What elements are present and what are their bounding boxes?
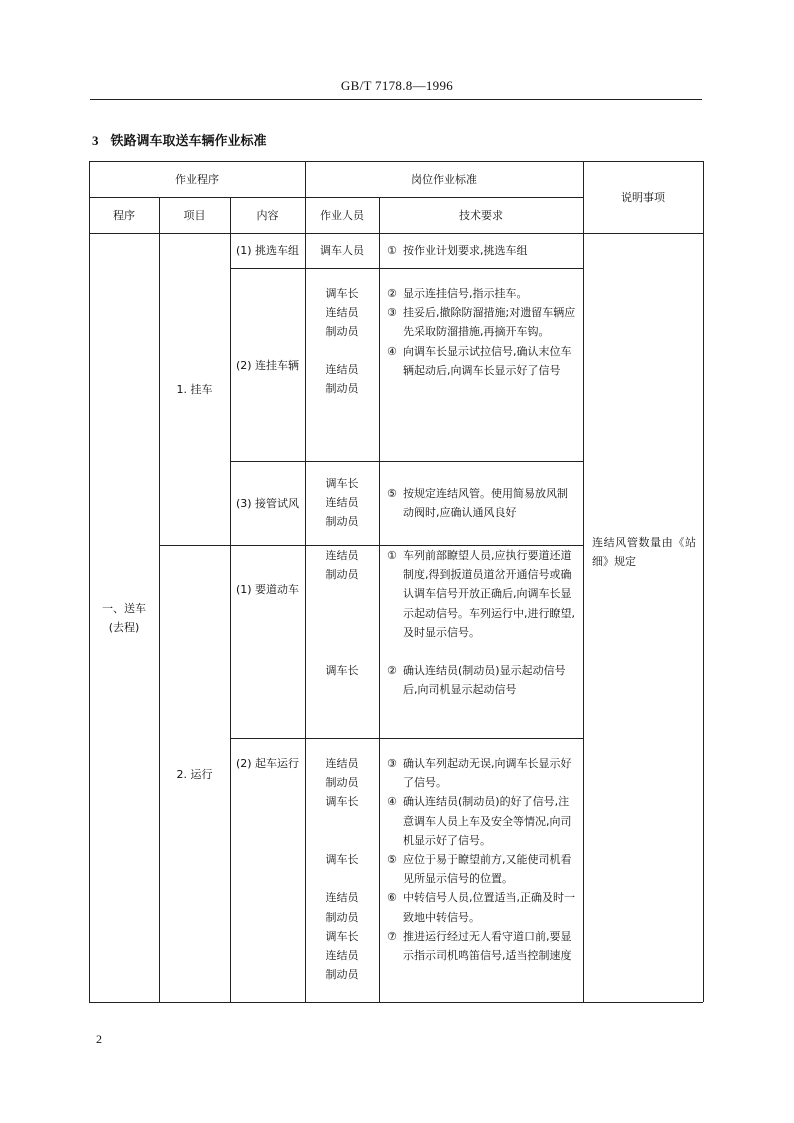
- r4-requirements-a: [387, 546, 577, 642]
- header-rule: [90, 99, 702, 100]
- header-procedure: 作业程序: [175, 173, 219, 186]
- requirement-item: [387, 484, 577, 522]
- standard-number: GB/T 7178.8—1996: [340, 78, 454, 93]
- table-bottom-border: [89, 1002, 703, 1003]
- table-top-border: [89, 161, 703, 162]
- page-number: 2: [96, 1032, 102, 1046]
- step-text: 车列前部瞭望人员,应执行要道还道制度,得到扳道员道岔开通信号或确认调车信号开放正确后,向调车长显示起动信号。车列运行中,进行瞭望,及时显示信号。: [403, 549, 575, 639]
- requirement-item: [387, 284, 577, 303]
- person: 制动员: [325, 325, 359, 339]
- person: 连结员: [325, 306, 359, 320]
- person: 制动员: [325, 515, 359, 529]
- person: 连结员: [325, 757, 359, 770]
- notes-air-hose: 连结风管数量由《站细》规定: [592, 536, 696, 568]
- col-line-tech: [583, 161, 584, 1002]
- step-text: 中转信号人员,位置适当,正确及时一致地中转信号。: [403, 891, 575, 924]
- requirement-item: [387, 754, 577, 792]
- row-divider-2: [230, 461, 583, 462]
- person-spacer: [305, 812, 379, 831]
- step-text: 应位于易于瞭望前方,又能使司机看见所显示信号的位置。: [403, 853, 572, 886]
- person: 连结员: [325, 891, 359, 905]
- col-line-personnel: [379, 197, 380, 1002]
- person: 制动员: [325, 776, 359, 790]
- step-text: 推进运行经过无人看守道口前,要显示指示司机鸣笛信号,适当控制速度: [403, 929, 572, 963]
- header-bottom-border: [89, 233, 703, 234]
- person: 制动员: [325, 910, 359, 924]
- table-left-border: [89, 161, 90, 1002]
- table-right-border: [703, 161, 704, 1002]
- step-text: 确认连结员(制动员)显示起动信号后,向司机显示起动信号: [403, 664, 566, 697]
- r1-requirements: [387, 241, 577, 260]
- header-notes: 说明事项: [621, 191, 665, 204]
- header-item: 项目: [183, 209, 206, 222]
- step-text: 挂妥后,撤除防溜措施;对遗留车辆应先采取防溜措施,再摘开车钩。: [403, 306, 576, 339]
- header-program: 程序: [113, 209, 135, 222]
- step-mark: ①: [387, 244, 397, 257]
- content-request-route: (1) 要道动车: [235, 583, 300, 596]
- content-select-group: (1) 挑选车组: [235, 244, 300, 257]
- r3-personnel: [305, 474, 379, 532]
- r4-personnel-b: [305, 661, 379, 680]
- person: 连结员: [325, 549, 359, 562]
- r2-personnel-b: [305, 360, 379, 398]
- program-line-1: 一、送车: [102, 602, 146, 615]
- person: 制动员: [325, 968, 359, 982]
- content-couple-cars: (2) 连挂车辆: [235, 359, 300, 372]
- r4-personnel-a: [305, 546, 379, 584]
- r2-personnel-a: [305, 284, 379, 342]
- step-text: 向调车长显示试拉信号,确认末位车辆起动后,向调车长显示好了信号: [403, 344, 572, 377]
- person: 调车长: [325, 664, 359, 677]
- step-mark: ⑤: [387, 487, 397, 500]
- person: 调车长: [325, 477, 359, 490]
- section-title: [92, 130, 267, 149]
- person: 连结员: [325, 948, 359, 962]
- r2-requirements: [387, 284, 577, 380]
- person: 制动员: [325, 568, 359, 582]
- r5-requirements: [387, 754, 577, 965]
- header-tech: 技术要求: [459, 209, 503, 222]
- r3-requirements: [387, 484, 577, 522]
- requirement-item: [387, 303, 577, 341]
- item-run: 2. 运行: [176, 768, 213, 781]
- step-text: 按作业计划要求,挑选车组: [403, 244, 528, 257]
- header-content: 内容: [256, 209, 279, 222]
- step-mark: ②: [387, 287, 397, 300]
- person: 调车人员: [320, 244, 364, 257]
- step-mark: ⑦: [387, 929, 397, 943]
- content-start-run: (2) 起车运行: [235, 757, 300, 770]
- person: 调车长: [325, 929, 359, 943]
- step-mark: ③: [387, 306, 397, 320]
- person: 调车长: [325, 795, 359, 809]
- requirement-item: [387, 888, 577, 926]
- person: 连结员: [325, 363, 359, 376]
- step-mark: ①: [387, 549, 397, 562]
- header-divider: [89, 197, 583, 198]
- step-mark: ⑥: [387, 891, 397, 905]
- step-mark: ③: [387, 757, 397, 770]
- program-label: [89, 599, 159, 637]
- r1-personnel: [305, 241, 379, 260]
- person: 调车长: [325, 852, 359, 866]
- program-line-2: (去程): [108, 621, 140, 634]
- person: 调车长: [325, 287, 359, 300]
- section-title-text: 铁路调车取送车辆作业标准: [110, 134, 267, 149]
- requirement-item: [387, 927, 577, 965]
- step-text: 按规定连结风管。使用简易放风制动阀时,应确认通风良好: [403, 487, 568, 520]
- col-line-program: [159, 197, 160, 1002]
- row-divider-4: [230, 738, 583, 739]
- col-line-item: [230, 197, 231, 1002]
- r5-personnel: [305, 754, 379, 984]
- requirement-item: [387, 241, 577, 260]
- requirement-item: [387, 661, 577, 699]
- person-spacer: [305, 831, 379, 850]
- person: 制动员: [325, 382, 359, 396]
- person-spacer: [305, 869, 379, 888]
- header-personnel: 作业人员: [320, 209, 364, 222]
- step-mark: ④: [387, 795, 397, 809]
- section-number: 3: [92, 133, 99, 148]
- r4-requirements-b: [387, 661, 577, 699]
- step-mark: ②: [387, 664, 397, 677]
- row-divider-1: [230, 268, 583, 269]
- requirement-item: [387, 850, 577, 888]
- step-text: 确认车列起动无误,向调车长显示好了信号。: [403, 757, 572, 790]
- step-text: 确认连结员(制动员)的好了信号,注意调车人员上车及安全等情况,向司机显示好了信号。: [403, 795, 572, 847]
- requirement-item: [387, 792, 577, 850]
- content-air-test: (3) 接管试风: [235, 497, 300, 510]
- person: 连结员: [325, 496, 359, 510]
- requirement-item: [387, 546, 577, 642]
- header-post-standard: 岗位作业标准: [411, 173, 477, 186]
- requirement-item: [387, 342, 577, 380]
- step-text: 显示连挂信号,指示挂车。: [403, 287, 528, 300]
- step-mark: ④: [387, 344, 397, 358]
- item-couple: 1. 挂车: [176, 383, 213, 396]
- step-mark: ⑤: [387, 853, 397, 867]
